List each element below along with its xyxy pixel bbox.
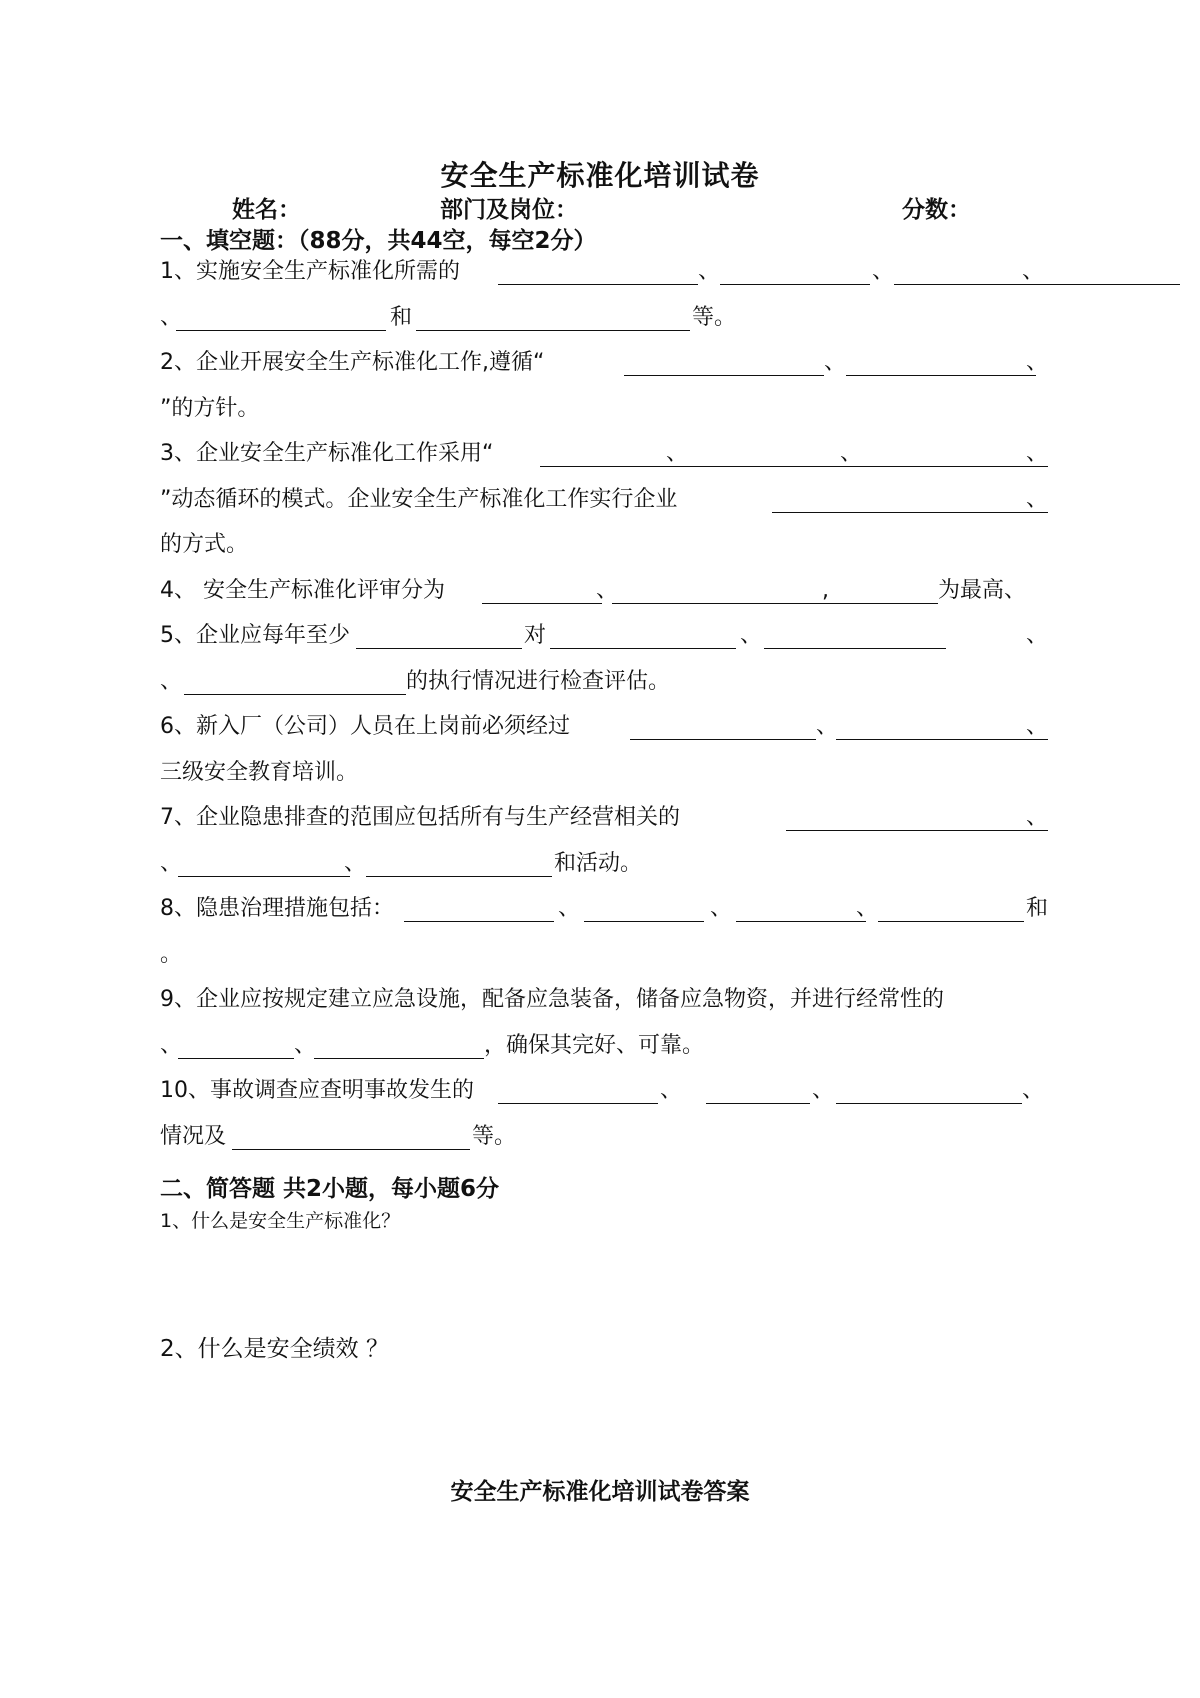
blank[interactable] — [706, 1076, 810, 1104]
separator: 、 — [666, 441, 689, 466]
blank[interactable] — [836, 576, 938, 604]
question-2-text: 2、企业开展安全生产标准化工作,遵循“ — [160, 350, 545, 375]
question-1-line-1 — [160, 257, 1048, 291]
question-8-line-2 — [160, 940, 1048, 974]
blank[interactable] — [846, 348, 1036, 376]
blank[interactable] — [314, 1031, 484, 1059]
question-4-text: 4、 安全生产标准化评审分为 — [160, 578, 445, 603]
question-10-line-1 — [160, 1076, 1048, 1110]
text: 的执行情况进行检查评估。 — [406, 669, 671, 694]
text: 等。 — [472, 1124, 517, 1149]
name-label: 姓名： — [232, 197, 301, 223]
short-answer-question-1: 1、什么是安全生产标准化？ — [160, 1210, 401, 1232]
separator: 、 — [344, 851, 367, 876]
separator: 、 — [740, 623, 763, 648]
blank[interactable] — [584, 894, 704, 922]
question-6-line-2 — [160, 758, 1048, 792]
separator: 、 — [596, 578, 619, 603]
blank[interactable] — [482, 576, 602, 604]
text: 和 — [1026, 896, 1049, 921]
separator: 、 — [160, 1033, 183, 1058]
blank[interactable] — [178, 849, 350, 877]
separator: 、 — [1022, 1078, 1045, 1103]
blank[interactable] — [878, 894, 1024, 922]
separator: 、 — [294, 1033, 317, 1058]
separator: 、 — [160, 669, 183, 694]
text: 情况及 — [160, 1124, 227, 1149]
question-1-text: 1、实施安全生产标准化所需的 — [160, 259, 460, 284]
blank[interactable] — [232, 1122, 470, 1150]
separator: 、 — [856, 896, 879, 921]
blank[interactable] — [720, 257, 870, 285]
blank[interactable] — [550, 621, 736, 649]
separator: 、 — [160, 851, 183, 876]
blank[interactable] — [416, 303, 690, 331]
text: 的方式。 — [160, 532, 249, 557]
question-5-line-2 — [160, 667, 1048, 701]
question-7-line-1 — [160, 803, 1048, 837]
text: 为最高、 — [938, 578, 1027, 603]
question-8-text: 8、隐患治理措施包括： — [160, 896, 394, 921]
text: ，确保其完好、可靠。 — [484, 1033, 705, 1058]
separator: 、 — [1026, 350, 1049, 375]
blank[interactable] — [880, 439, 1048, 467]
blank[interactable] — [178, 1031, 294, 1059]
separator: 、 — [698, 259, 721, 284]
question-3-text: 3、企业安全生产标准化工作采用“ — [160, 441, 494, 466]
blank[interactable] — [786, 803, 1048, 831]
separator: 、 — [1026, 623, 1049, 648]
separator: 、 — [1026, 714, 1049, 739]
question-2-line-2 — [160, 394, 1048, 428]
separator: 、 — [1026, 441, 1049, 466]
blank[interactable] — [184, 667, 406, 695]
separator: 、 — [160, 305, 183, 330]
question-10-line-2 — [160, 1122, 1048, 1156]
blank[interactable] — [764, 621, 946, 649]
separator: 、 — [840, 441, 863, 466]
question-4-line-1 — [160, 576, 1048, 610]
text: ”动态循环的模式。企业安全生产标准化工作实行企业 — [160, 487, 678, 512]
text: 对 — [524, 623, 547, 648]
section-1-title: 一、填空题：（88分，共44空，每空2分） — [160, 228, 597, 254]
separator: 、 — [660, 1078, 683, 1103]
question-2-line-1 — [160, 348, 1048, 382]
text: ”的方针。 — [160, 396, 260, 421]
question-6-line-1 — [160, 712, 1048, 746]
question-9-line-1 — [160, 985, 1048, 1019]
question-3-line-1 — [160, 439, 1048, 473]
question-5-text: 5、企业应每年至少 — [160, 623, 350, 648]
blank[interactable] — [404, 894, 554, 922]
separator: 、 — [816, 714, 839, 739]
separator: , — [822, 578, 829, 603]
blank[interactable] — [366, 849, 552, 877]
separator: 、 — [812, 1078, 835, 1103]
separator: 、 — [558, 896, 581, 921]
blank[interactable] — [176, 303, 386, 331]
text: 等。 — [692, 305, 737, 330]
blank[interactable] — [736, 894, 866, 922]
section-2-title: 二、简答题 共2小题，每小题6分 — [160, 1176, 500, 1202]
question-3-line-2 — [160, 485, 1048, 519]
question-1-line-2 — [160, 303, 1048, 337]
text: 。 — [160, 942, 183, 967]
blank[interactable] — [498, 1076, 658, 1104]
blank[interactable] — [612, 576, 838, 604]
exam-title: 安全生产标准化培训试卷 — [440, 159, 760, 192]
separator: 、 — [1026, 487, 1049, 512]
text: 三级安全教育培训。 — [160, 760, 359, 785]
department-position-label: 部门及岗位： — [440, 197, 578, 223]
separator: 、 — [824, 350, 847, 375]
text: 和 — [390, 305, 413, 330]
blank[interactable] — [836, 712, 1048, 740]
blank[interactable] — [356, 621, 522, 649]
blank[interactable] — [624, 348, 824, 376]
question-8-line-1 — [160, 894, 1048, 928]
answer-title: 安全生产标准化培训试卷答案 — [450, 1479, 750, 1505]
question-3-line-3 — [160, 530, 1048, 564]
blank[interactable] — [630, 712, 816, 740]
blank[interactable] — [772, 485, 1048, 513]
score-label: 分数： — [902, 197, 971, 223]
question-7-text: 7、企业隐患排查的范围应包括所有与生产经营相关的 — [160, 805, 680, 830]
separator: 、 — [710, 896, 733, 921]
separator: 、 — [872, 259, 895, 284]
question-9-text: 9、企业应按规定建立应急设施，配备应急装备，储备应急物资，并进行经常性的 — [160, 987, 944, 1012]
question-9-line-2 — [160, 1031, 1048, 1065]
short-answer-question-2: 2、什么是安全绩效 ？ — [160, 1336, 389, 1362]
blank[interactable] — [836, 1076, 1022, 1104]
question-6-text: 6、新入厂（公司）人员在上岗前必须经过 — [160, 714, 570, 739]
text: 和活动。 — [554, 851, 643, 876]
question-7-line-2 — [160, 849, 1048, 883]
question-10-text: 10、事故调查应查明事故发生的 — [160, 1078, 474, 1103]
separator: 、 — [1022, 259, 1045, 284]
question-5-line-1 — [160, 621, 1048, 655]
separator: 、 — [1026, 805, 1049, 830]
blank[interactable] — [498, 257, 698, 285]
